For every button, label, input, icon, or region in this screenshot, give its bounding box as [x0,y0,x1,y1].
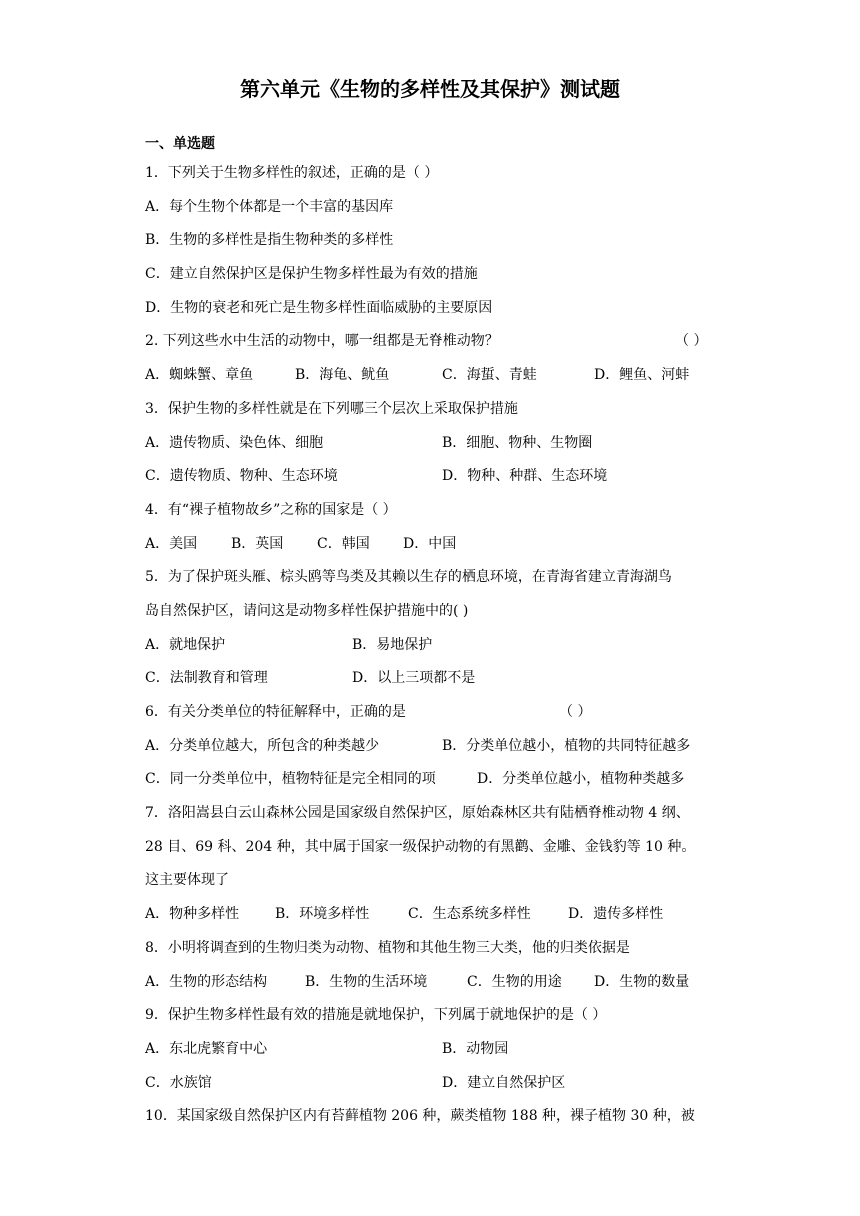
q6-option-a: A．分类单位越大，所包含的种类越少 [145,737,380,754]
q6-stem-row [145,696,725,730]
q1-option-c: C．建立自然保护区是保护生物多样性最为有效的措施 [145,266,478,283]
q6-options-row1 [145,730,725,764]
q7-option-b: B．环境多样性 [275,906,370,923]
q2-stem: 2. 下列这些水中生活的动物中，哪一组都是无脊椎动物？ [145,333,499,350]
q5-stem-line1: 5．为了保护斑头雁、棕头鸥等鸟类及其赖以生存的栖息环境，在青海省建立青海湖鸟 [145,569,672,586]
q6-option-c: C．同一分类单位中，植物特征是完全相同的项 [145,771,436,788]
q5-stem-line2: 岛自然保护区，请问这是动物多样性保护措施中的( ) [145,602,469,619]
q9-stem: 9．保护生物多样性最有效的措施是就地保护，下列属于就地保护的是（ ） [145,1007,607,1024]
q4-option-b: B．英国 [231,535,284,552]
q6-option-b: B．分类单位越小，植物的共同特征越多 [442,737,691,754]
q4-option-c: C．韩国 [317,535,370,552]
q5-option-d: D．以上三项都不是 [352,670,476,687]
q4-options [145,528,725,562]
q9-option-b: B．动物园 [442,1040,509,1057]
q2-option-c: C．海蜇、青蛙 [442,367,537,384]
q6-option-d: D．分类单位越小，植物种类越多 [477,771,685,788]
q3-option-a: A．遗传物质、染色体、细胞 [145,434,324,451]
q8-options [145,966,725,1000]
q8-stem: 8．小明将调查到的生物归类为动物、植物和其他生物三大类，他的归类依据是 [145,939,630,956]
q3-options-row1 [145,427,725,461]
q2-option-b: B．海龟、鱿鱼 [295,367,390,384]
q3-stem: 3．保护生物的多样性就是在下列哪三个层次上采取保护措施 [145,400,518,417]
q1-stem: 1．下列关于生物多样性的叙述，正确的是（ ） [145,165,439,181]
q9-option-c: C．水族馆 [145,1074,212,1091]
q7-options [145,898,725,932]
q10-stem: 10．某国家级自然保护区内有苔藓植物 206 种，蕨类植物 188 种，裸子植物 30 种，被 [145,1108,695,1125]
section-heading: 一、单选题 [145,136,215,152]
q1-option-d: D．生物的衰老和死亡是生物多样性面临威胁的主要原因 [145,299,493,316]
q7-option-c: C．生态系统多样性 [408,906,531,923]
q6-stem: 6．有关分类单位的特征解释中，正确的是 [145,704,406,720]
q7-stem-line1: 7．洛阳嵩县白云山森林公园是国家级自然保护区，原始森林区共有陆栖脊椎动物 4 纲、 [145,805,690,822]
q2-answer-paren: （ ） [675,333,708,350]
q3-option-b: B．细胞、物种、生物圈 [442,434,593,451]
q5-options-row2 [145,662,725,696]
q8-option-b: B．生物的生活环境 [305,973,428,990]
q2-option-a: A．蜘蛛蟹、章鱼 [145,367,254,384]
q9-option-a: A．东北虎繁育中心 [145,1040,268,1057]
q7-stem-line3: 这主要体现了 [145,872,229,889]
question-list [145,157,725,1134]
q2-options [145,359,725,393]
q5-option-b: B．易地保护 [352,636,433,653]
q5-option-a: A．就地保护 [145,636,226,653]
q3-options-row2 [145,460,725,494]
q9-option-d: D．建立自然保护区 [442,1074,566,1091]
q9-options-row1 [145,1033,725,1067]
q6-answer-paren: （ ） [559,704,592,720]
q4-stem: 4．有“裸子植物故乡”之称的国家是（ ） [145,501,397,518]
q9-options-row2 [145,1067,725,1101]
q7-option-a: A．物种多样性 [145,906,240,923]
q3-option-d: D．物种、种群、生态环境 [442,468,608,485]
q7-option-d: D．遗传多样性 [568,906,664,923]
q6-options-row2 [145,763,725,797]
q1-option-a: A．每个生物个体都是一个丰富的基因库 [145,198,394,215]
q8-option-a: A．生物的形态结构 [145,973,268,990]
q3-option-c: C．遗传物质、物种、生态环境 [145,468,338,485]
q1-option-b: B．生物的多样性是指生物种类的多样性 [145,232,394,249]
q2-stem-row [145,325,725,359]
q4-option-d: D．中国 [403,535,457,552]
q7-stem-line2: 28 目、69 科、204 种，其中属于国家一级保护动物的有黑鹳、金雕、金钱豹等 10 种。 [145,838,696,855]
q5-option-c: C．法制教育和管理 [145,670,268,687]
q4-option-a: A．美国 [145,535,198,552]
q2-option-d: D．鲤鱼、河蚌 [594,367,690,384]
q8-option-c: C．生物的用途 [467,973,562,990]
q5-options-row1 [145,629,725,663]
q8-option-d: D．生物的数量 [594,973,690,990]
page-title: 第六单元《生物的多样性及其保护》测试题 [240,77,620,101]
